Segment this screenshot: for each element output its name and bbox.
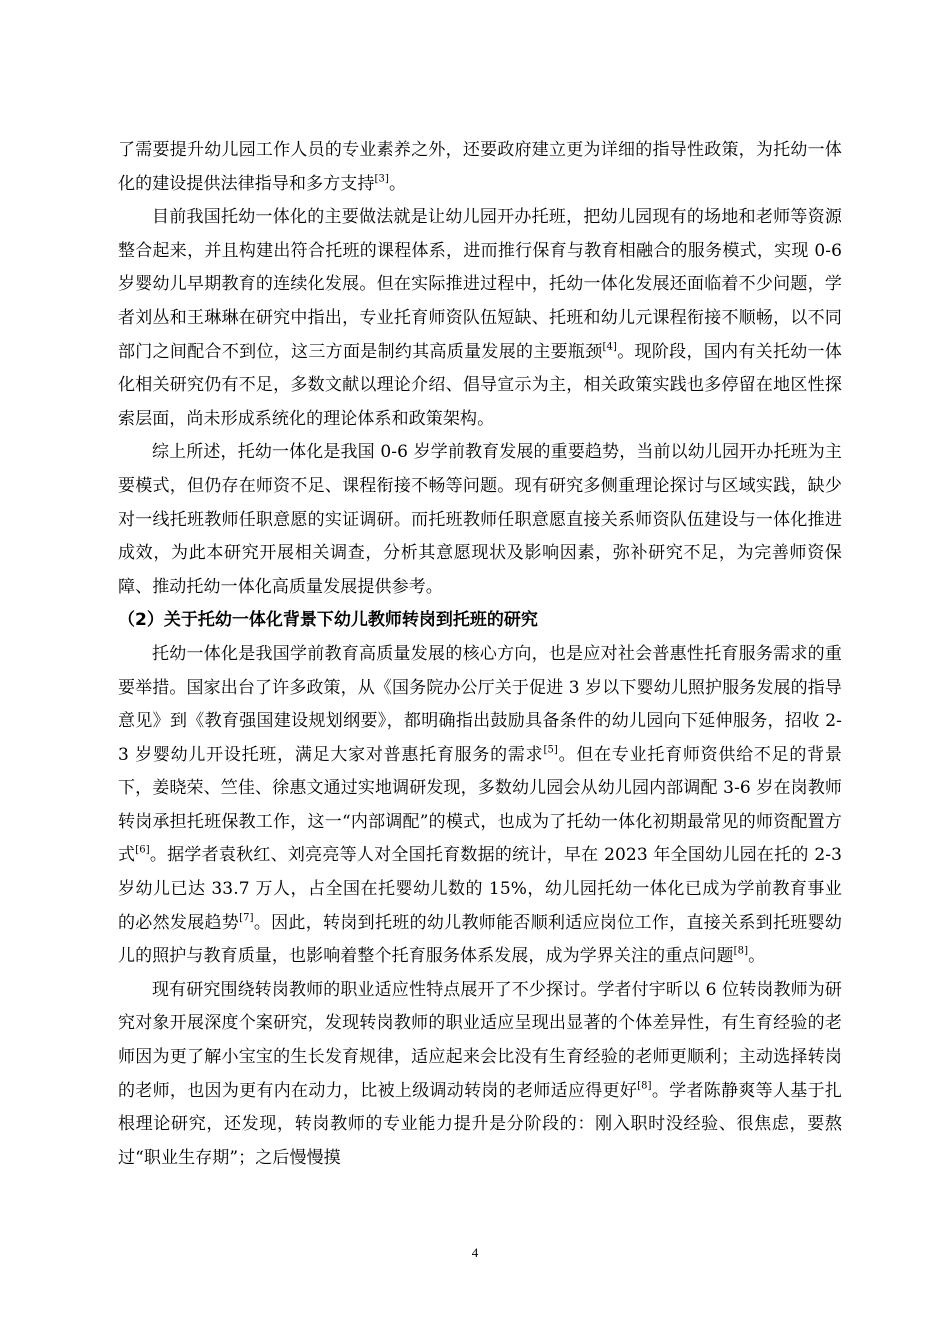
paragraph-text: 。据学者袁秋红、刘亮亮等人对全国托育数据的统计，早在 2023 年全国幼儿园在托的 2-3 岁幼儿已达 33.7 万人，占全国在托婴幼儿数的 15%，幼儿园托幼一体化已成为学前教育事业的必然发展趋势 [118, 845, 842, 933]
paragraph-3 [118, 436, 842, 604]
paragraph-text: 。学者陈静爽等人基于扎根理论研究，还发现，转岗教师的专业能力提升是分阶段的：刚入职时没经验、很焦虑，要熬过“职业生存期”；之后慢慢摸 [118, 1080, 842, 1168]
citation-ref: [5] [543, 744, 558, 756]
paragraph-text: 现有研究围绕转岗教师的职业适应性特点展开了不少探讨。学者付宇昕以 6 位转岗教师为研究对象开展深度个案研究，发现转岗教师的职业适应呈现出显著的个体差异性，有生育经验的老师因为更了解小宝宝的生长发育规律，适应起来会比没有生育经验的老师更顺利；主动选择转岗的老师，也因为更有内在动力，比被上级调动转岗的老师适应得更好 [118, 979, 842, 1101]
citation-ref: [8] [733, 945, 749, 957]
paragraph-4 [118, 638, 842, 974]
paragraph-text: 了需要提升幼儿园工作人员的专业素养之外，还要政府建立更为详细的指导性政策，为托幼一体化的建设提供法律指导和多方支持 [118, 140, 842, 194]
section-heading [118, 604, 842, 638]
paragraph-text: 托幼一体化是我国学前教育高质量发展的核心方向，也是应对社会普惠性托育服务需求的重要举措。国家出台了许多政策，从《国务院办公厅关于促进 3 岁以下婴幼儿照护服务发展的指导意见》到《教育强国建设规划纲要》，都明确指出鼓励具备条件的幼儿园向下延伸服务，招收 2-3 岁婴幼儿开设托班，满足大家对普惠托育服务的需求 [118, 643, 842, 765]
paragraph-text: 综上所述，托幼一体化是我国 0-6 岁学前教育发展的重要趋势，当前以幼儿园开办托班为主要模式，但仍存在师资不足、课程衔接不畅等问题。现有研究多侧重理论探讨与区域实践，缺少对一线托班教师任职意愿的实证调研。而托班教师任职意愿直接关系师资队伍建设与一体化推进成效，为此本研究开展相关调查，分析其意愿现状及影响因素，弥补研究不足，为完善师资保障、推动托幼一体化高质量发展提供参考。 [118, 442, 842, 597]
document-body [118, 134, 842, 1175]
paragraph-text: 。 [388, 173, 407, 194]
citation-ref: [6] [135, 844, 150, 856]
citation-ref: [8] [637, 1080, 652, 1092]
paragraph-5 [118, 974, 842, 1176]
heading-text: （2）关于托幼一体化背景下幼儿教师转岗到托班的研究 [118, 610, 538, 631]
citation-ref: [4] [602, 341, 618, 353]
page-number: 4 [471, 1245, 479, 1260]
citation-ref: [3] [374, 173, 389, 185]
paragraph-text: 目前我国托幼一体化的主要做法就是让幼儿园开办托班，把幼儿园现有的场地和老师等资源整合起来，并且构建出符合托班的课程体系，进而推行保育与教育相融合的服务模式，实现 0-6 岁婴幼儿早期教育的连续化发展。但在实际推进过程中，托幼一体化发展还面临着不少问题，学者刘丛和王琳琳在研究中指出，专业托育师资队伍短缺、托班和幼儿元课程衔接不顺畅，以不同部门之间配合不到位，这三方面是制约其高质量发展的主要瓶颈 [118, 207, 842, 362]
citation-ref: [7] [239, 912, 254, 924]
paragraph-2 [118, 201, 842, 436]
paragraph-text: 。 [748, 946, 766, 967]
paragraph-text: 。因此，转岗到托班的幼儿教师能否顺利适应岗位工作，直接关系到托班婴幼儿的照护与教育质量，也影响着整个托育服务体系发展，成为学界关注的重点问题 [118, 912, 842, 967]
paragraph-text: 。但在专业托育师资供给不足的背景下，姜晓荣、竺佳、徐惠文通过实地调研发现，多数幼儿园会从幼儿园内部调配 3-6 岁在岗教师转岗承担托班保教工作，这一“内部调配”的模式，也成为了托幼一体化初期最常见的师资配置方式 [118, 744, 843, 866]
paragraph-text: 。现阶段，国内有关托幼一体化相关研究仍有不足，多数文献以理论介绍、倡导宣示为主，相关政策实践也多停留在地区性探索层面，尚未形成系统化的理论体系和政策架构。 [118, 341, 842, 429]
paragraph-1 [118, 134, 842, 201]
